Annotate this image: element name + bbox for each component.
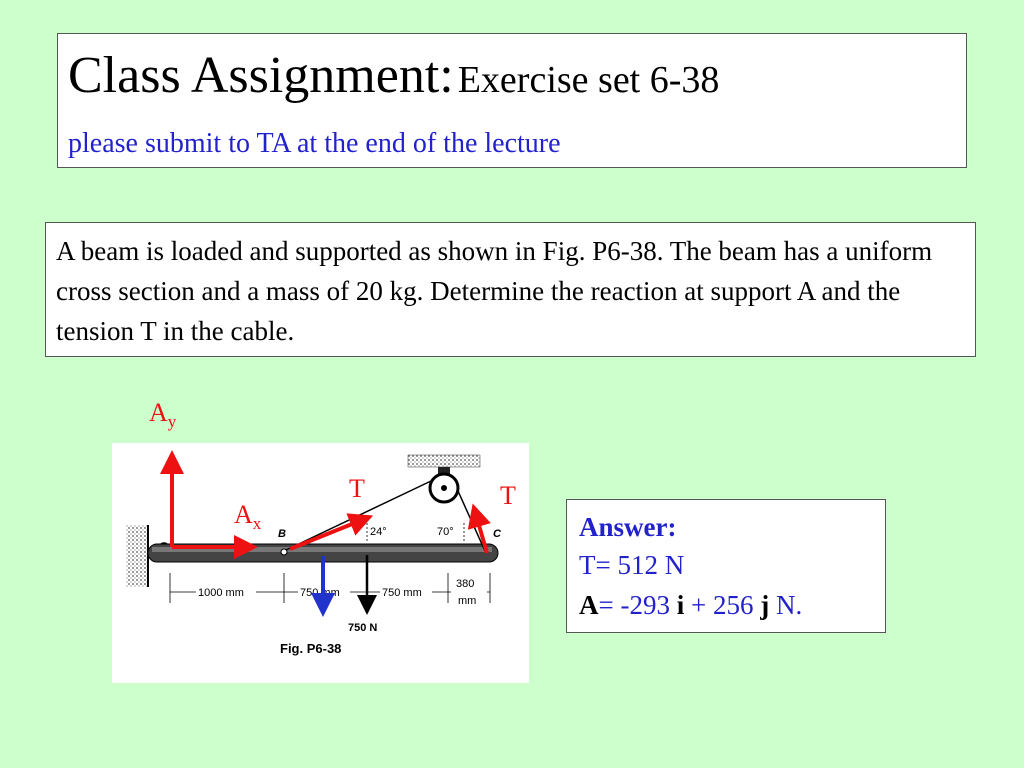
angle-24-label: 24° (370, 526, 387, 538)
problem-box (45, 222, 976, 357)
ceiling-mount (408, 455, 480, 467)
tension-label-c: T (500, 481, 516, 510)
wall-support (126, 525, 148, 587)
dim-750-a: 750 mm (300, 587, 340, 599)
title-sub: Exercise set 6-38 (457, 59, 720, 101)
dim-1000: 1000 mm (198, 587, 244, 599)
beam (148, 544, 498, 562)
ay-label: $A_y$ (149, 398, 177, 431)
ax-label: $A_x$ (234, 500, 262, 533)
load-label: 750 N (348, 622, 378, 634)
title-box (57, 33, 967, 168)
angle-70-label: 70° (437, 526, 454, 538)
dim-380-unit: mm (458, 595, 477, 607)
answer-box (566, 499, 886, 633)
answer-reaction: A= -293 i + 256 j N. (579, 590, 803, 620)
figure-caption: Fig. P6-38 (280, 641, 342, 656)
answer-heading: Answer: (579, 512, 677, 542)
problem-text: A beam is loaded and supported as shown in Fig. P6-38. The beam has a uniform cross section and a mass of 20 kg. Determine the reaction at support A and the tension T in the cable. (56, 236, 933, 346)
tension-label-b: T (349, 474, 365, 503)
cable-c (458, 491, 485, 551)
beam-diagram (112, 443, 529, 683)
title-main: Class Assignment: (68, 47, 454, 104)
dim-380: 380 (456, 578, 475, 590)
point-c-label: C (493, 528, 501, 540)
dim-750-b: 750 mm (382, 587, 422, 599)
page-title (68, 46, 719, 105)
point-b-label: B (278, 528, 286, 540)
answer-tension: T= 512 N (579, 550, 685, 580)
beam-figure (112, 443, 529, 683)
submission-note: please submit to TA at the end of the lecture (68, 128, 561, 159)
